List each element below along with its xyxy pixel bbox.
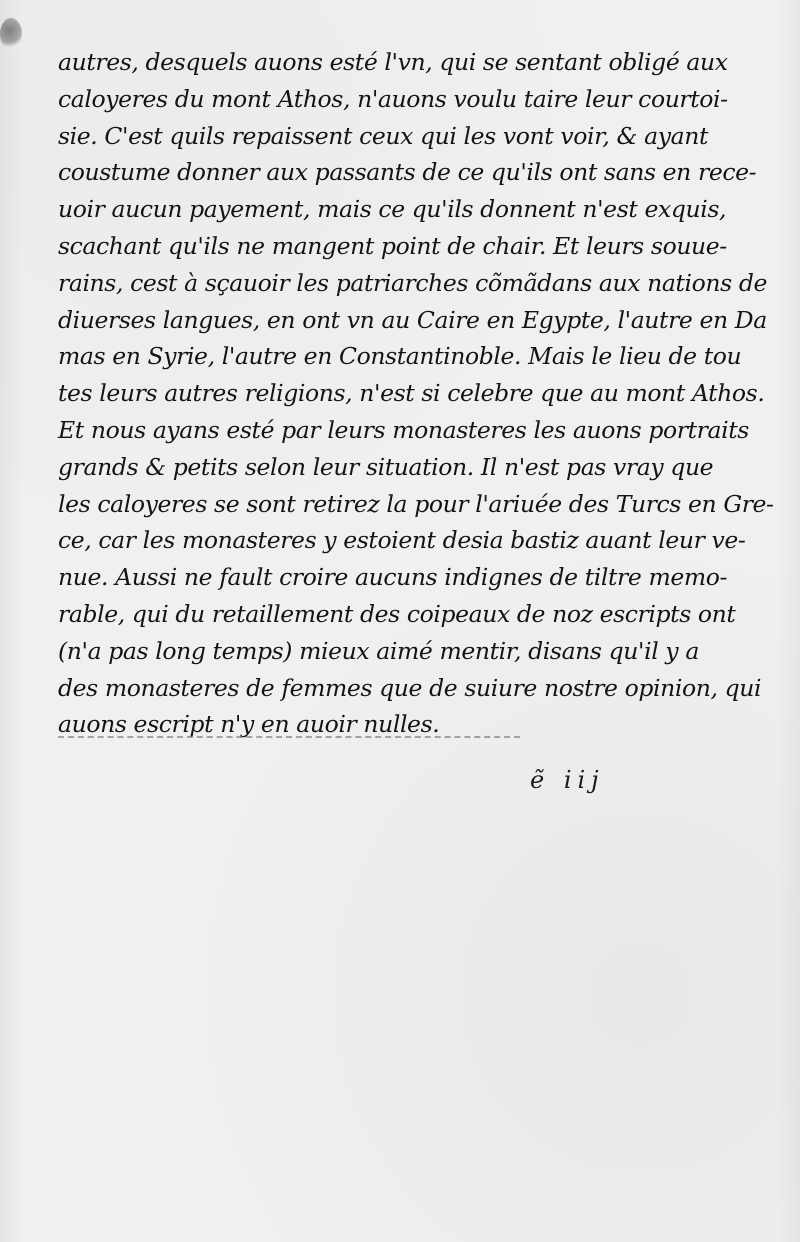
text-line: tes leurs autres religions, n'est si celebre que au mont Athos.	[58, 379, 765, 408]
text-line: rains, cest à sçauoir les patriarches cõmãdans aux nations de	[58, 268, 767, 297]
ink-blot	[0, 18, 22, 50]
text-line: nue. Aussi ne fault croire aucuns indignes de tiltre memo-	[58, 563, 728, 592]
text-line: ce, car les monasteres y estoient desia bastiz auant leur ve-	[58, 526, 746, 555]
text-line: autres, desquels auons esté l'vn, qui se sentant obligé aux	[58, 48, 728, 76]
body-text	[58, 44, 774, 743]
text-line: coustume donner aux passants de ce qu'ils ont sans en rece-	[58, 158, 757, 187]
text-line: Et nous ayans esté par leurs monasteres les auons portraits	[58, 415, 749, 444]
text-line: les caloyeres se sont retirez la pour l'ariuée des Turcs en Gre-	[58, 489, 774, 518]
text-line: scachant qu'ils ne mangent point de chair. Et leurs souue-	[58, 231, 727, 260]
text-line: sie. C'est quils repaissent ceux qui les vont voir, & ayant	[58, 121, 708, 150]
text-line: mas en Syrie, l'autre en Constantinoble. Mais le lieu de tou	[58, 342, 742, 371]
text-line-last: auons escript n'y en auoir nulles.	[58, 710, 440, 739]
text-line: uoir aucun payement, mais ce qu'ils donnent n'est exquis,	[58, 195, 727, 224]
text-line: (n'a pas long temps) mieux aimé mentir, disans qu'il y a	[58, 636, 699, 665]
text-line: grands & petits selon leur situation. Il n'est pas vray que	[58, 452, 714, 481]
closing-rule	[58, 736, 520, 738]
signature-mark: ẽ iij	[530, 766, 605, 794]
text-line: diuerses langues, en ont vn au Caire en Egypte, l'autre en Da	[58, 305, 767, 334]
text-line: rable, qui du retaillement des coipeaux de noz escripts ont	[58, 599, 736, 628]
text-line: caloyeres du mont Athos, n'auons voulu taire leur courtoi-	[58, 84, 728, 113]
text-line: des monasteres de femmes que de suiure nostre opinion, qui	[58, 673, 762, 702]
